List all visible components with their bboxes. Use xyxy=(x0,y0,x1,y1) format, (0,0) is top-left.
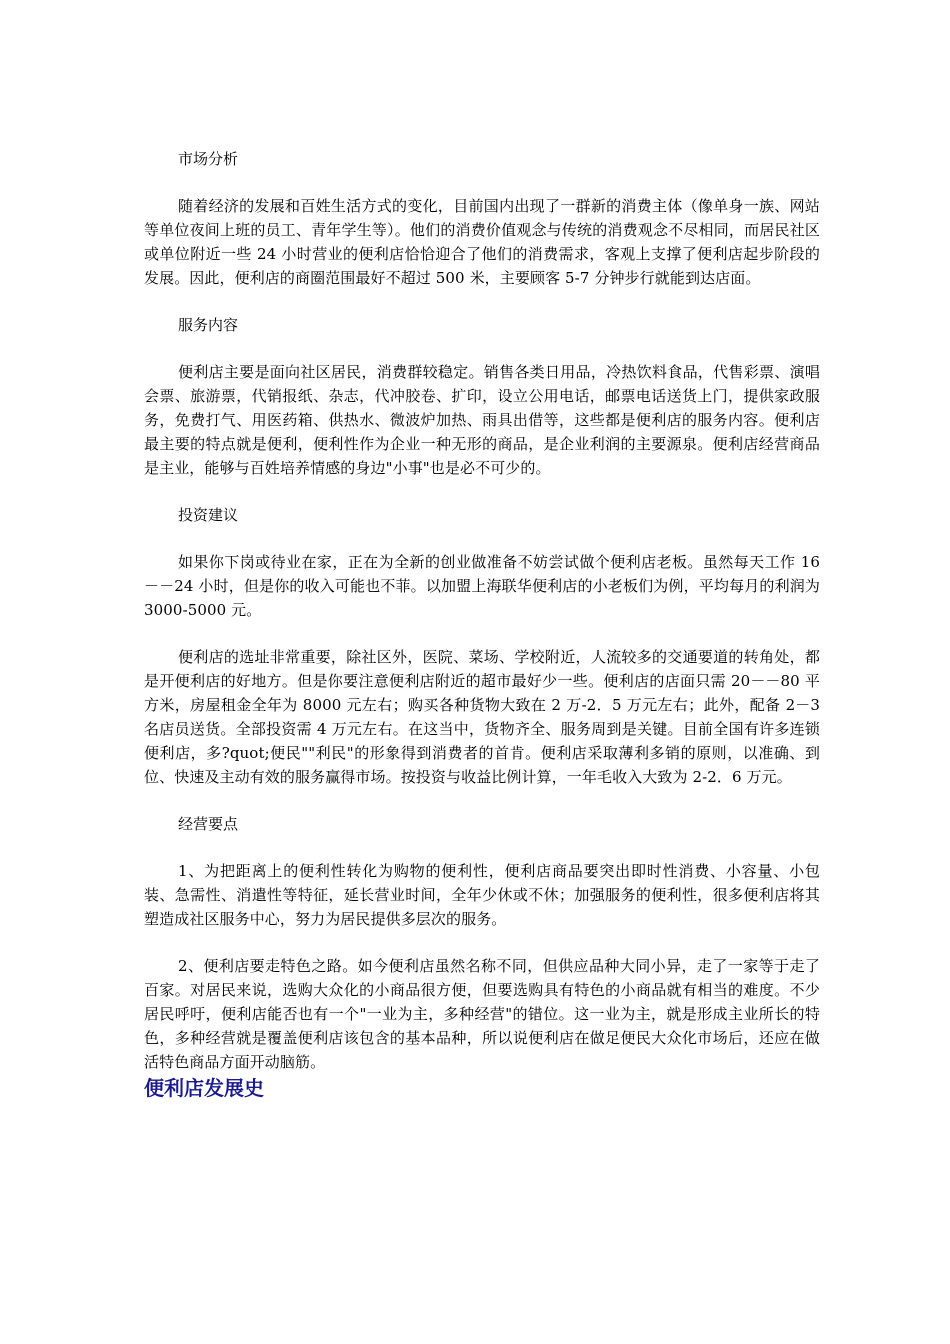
paragraph: 便利店主要是面向社区居民，消费群较稳定。销售各类日用品，冷热饮料食品，代售彩票、演唱会票、旅游票，代销报纸、杂志，代冲胶卷、扩印，设立公用电话，邮票电话送货上门，提供家政服务，免费打气、用医药箱、供热水、微波炉加热、雨具出借等，这些都是便利店的服务内容。便利店最主要的特点就是便利，便利性作为企业一种无形的商品，是企业利润的主要源泉。便利店经营商品是主业，能够与百姓培养情感的身边"小事"也是必不可少的。 xyxy=(144,363,820,477)
paragraph: 便利店的选址非常重要，除社区外，医院、菜场、学校附近，人流较多的交通要道的转角处，都是开便利店的好地方。但是你要注意便利店附近的超市最好少一些。便利店的店面只需 20－－80 平方米，房屋租金全年为 8000 元左右；购买各种货物大致在 2 万-2．5 万元左右；此外，配备 2－3 名店员送货。全部投资需 4 万元左右。在这当中，货物齐全、服务周到是关键。目前全国有许多连锁便利店，多?quot;便民""利民"的形象得到消费者的首肯。便利店采取薄利多销的原则，以准确、到位、快速及主动有效的服务赢得市场。按投资与收益比例计算，一年毛收入大致为 2-2．6 万元。 xyxy=(144,648,820,786)
section-services xyxy=(144,313,820,480)
section-investment-advice xyxy=(144,503,820,789)
section-heading: 投资建议 xyxy=(178,506,239,524)
section-market-analysis xyxy=(144,147,820,290)
document-body xyxy=(144,147,820,1102)
paragraph: 1、为把距离上的便利性转化为购物的便利性，便利店商品要突出即时性消费、小容量、小包装、急需性、消遣性等特征，延长营业时间，全年少休或不休；加强服务的便利性，很多便利店将其塑造成社区服务中心，努力为居民提供多层次的服务。 xyxy=(144,862,820,928)
section-heading: 市场分析 xyxy=(178,150,239,168)
paragraph: 如果你下岗或待业在家，正在为全新的创业做准备不妨尝试做个便利店老板。虽然每天工作 16－－24 小时，但是你的收入可能也不菲。以加盟上海联华便利店的小老板们为例，平均每月的利润为 3000-5000 元。 xyxy=(144,553,820,619)
section-heading: 服务内容 xyxy=(178,316,239,334)
section-operation-points xyxy=(144,812,820,1074)
paragraph: 2、便利店要走特色之路。如今便利店虽然名称不同，但供应品种大同小异，走了一家等于走了百家。对居民来说，选购大众化的小商品很方便，但要选购具有特色的小商品就有相当的难度。不少居民呼吁，便利店能否也有一个"一业为主，多种经营"的错位。这一业为主，就是形成主业所长的特色，多种经营就是覆盖便利店该包含的基本品种，所以说便利店在做足便民大众化市场后，还应在做活特色商品方面开动脑筋。 xyxy=(144,957,820,1071)
history-title: 便利店发展史 xyxy=(144,1076,264,1100)
section-heading: 经营要点 xyxy=(178,815,239,833)
paragraph: 随着经济的发展和百姓生活方式的变化，目前国内出现了一群新的消费主体（像单身一族、网站等单位夜间上班的员工、青年学生等）。他们的消费价值观念与传统的消费观念不尽相同，而居民社区或单位附近一些 24 小时营业的便利店恰恰迎合了他们的消费需求，客观上支撑了便利店起步阶段的发展。因此，便利店的商圈范围最好不超过 500 米，主要顾客 5-7 分钟步行就能到达店面。 xyxy=(144,197,820,287)
